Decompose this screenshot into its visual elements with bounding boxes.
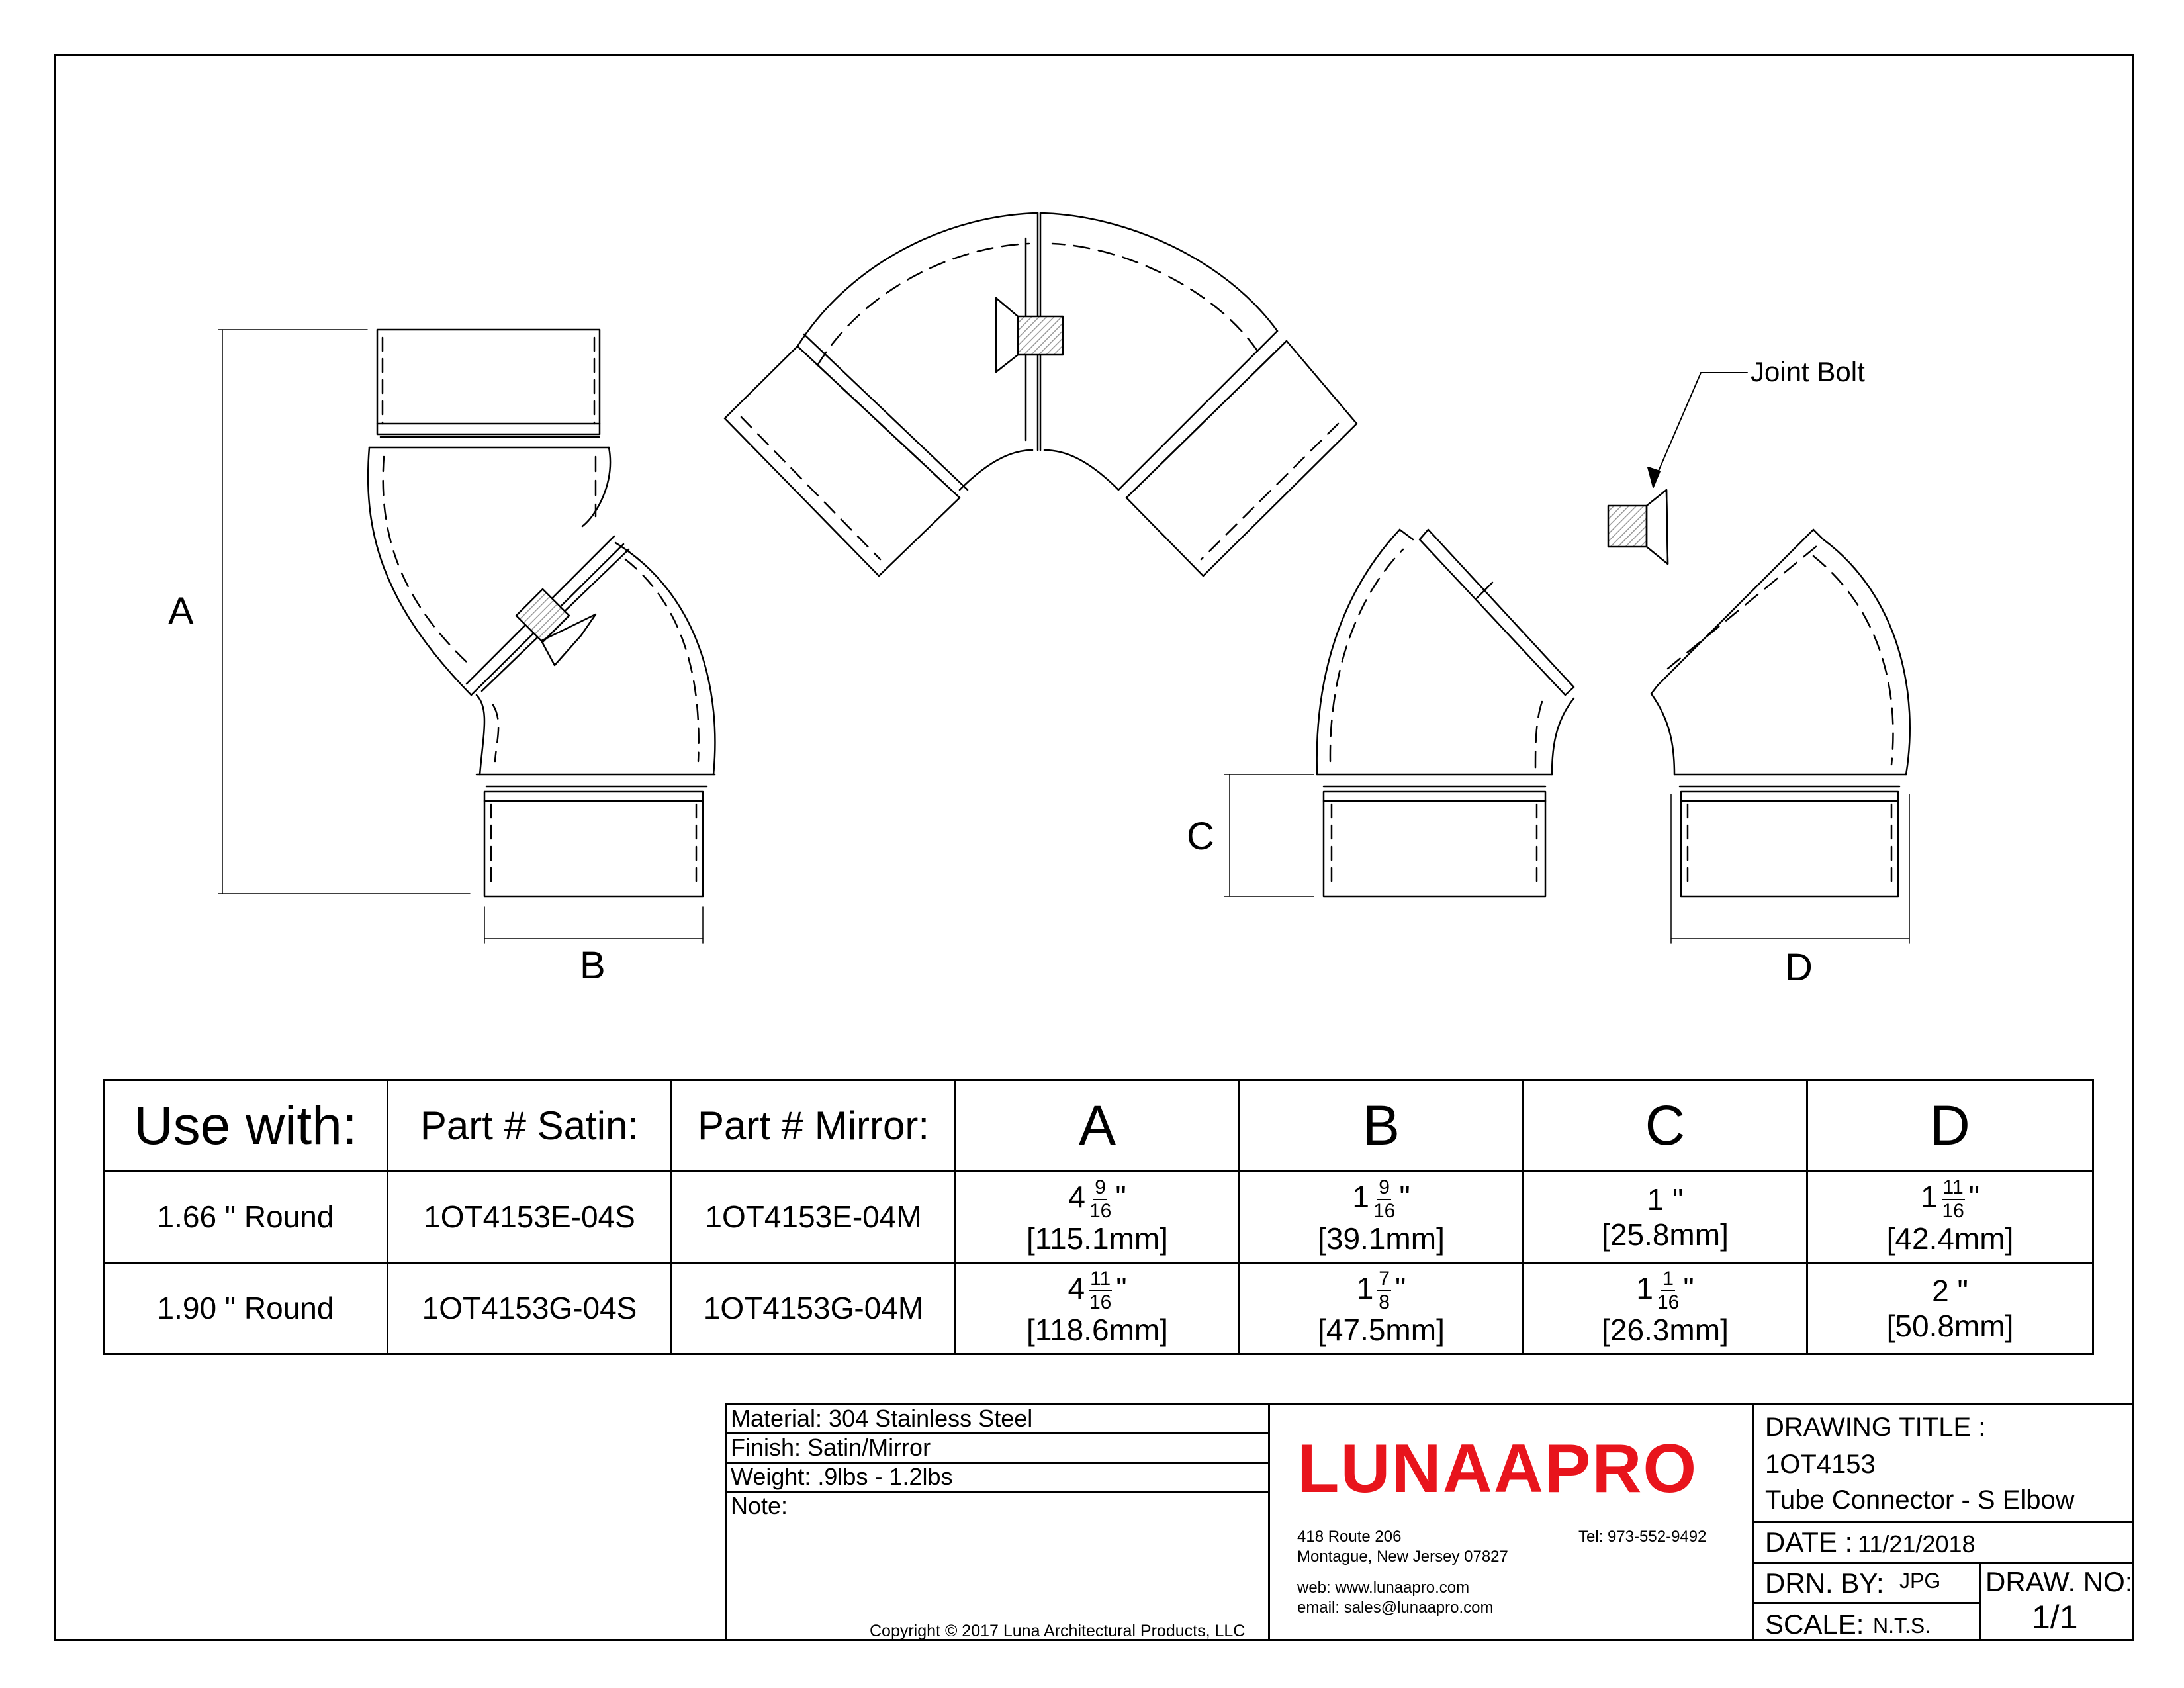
header-d: D	[1807, 1080, 2093, 1172]
dim-b-cell: 1 $\frac{7}{8}$ " [47.5mm]	[1240, 1263, 1524, 1354]
email: email: sales@lunaapro.com	[1297, 1599, 1494, 1617]
telephone: Tel: 973-552-9492	[1578, 1528, 1707, 1546]
draw-no-label: DRAW. NO:	[1985, 1566, 2133, 1597]
company-logo: LUNAAPRO	[1297, 1430, 1698, 1507]
table-row	[104, 1172, 2093, 1263]
part-mirror-cell: 1OT4153G-04M	[672, 1263, 956, 1354]
table-row	[104, 1263, 2093, 1354]
dim-label-d: D	[1785, 946, 1813, 989]
copyright-text: Copyright © 2017 Luna Architectural Products, LLC	[870, 1622, 1246, 1640]
header-use-with: Use with:	[104, 1080, 388, 1172]
dimension-b	[484, 907, 703, 943]
website: web: www.lunaapro.com	[1297, 1579, 1470, 1597]
dim-d-cell: 1 $\frac{11}{16}$ " [42.4mm]	[1807, 1172, 2093, 1263]
draw-no-value: 1/1	[2032, 1599, 2078, 1636]
top-elbow-view	[725, 213, 1357, 576]
use-with-cell: 1.66 " Round	[104, 1172, 388, 1263]
dim-label-a: A	[168, 590, 194, 633]
dim-b-cell: 1 $\frac{9}{16}$ " [39.1mm]	[1240, 1172, 1524, 1263]
drawn-by-value: JPG	[1899, 1569, 1941, 1593]
use-with-cell: 1.90 " Round	[104, 1263, 388, 1354]
header-b: B	[1240, 1080, 1524, 1172]
part-mirror-cell: 1OT4153E-04M	[672, 1172, 956, 1263]
scale-label: SCALE:	[1765, 1609, 1864, 1640]
dim-c-cell: 1 " [25.8mm]	[1524, 1172, 1807, 1263]
dim-label-b: B	[580, 944, 606, 987]
dimension-a	[218, 330, 470, 894]
dim-d-cell: 2 " [50.8mm]	[1807, 1263, 2093, 1354]
drawn-by-label: DRN. BY:	[1765, 1568, 1884, 1599]
header-part-satin: Part # Satin:	[388, 1080, 672, 1172]
note-label: Note:	[731, 1492, 788, 1519]
table-header-row	[104, 1080, 2093, 1172]
date-label: DATE :	[1765, 1526, 1853, 1558]
drawing-name: Tube Connector - S Elbow	[1765, 1485, 2075, 1515]
weight-text: Weight: .9lbs - 1.2lbs	[731, 1463, 953, 1490]
header-c: C	[1524, 1080, 1807, 1172]
half-elbow-view-c	[1317, 530, 1574, 896]
assembled-side-view	[368, 330, 715, 896]
half-elbow-view-d	[1651, 530, 1910, 896]
dim-a-cell: 4 $\frac{9}{16}$ " [115.1mm]	[956, 1172, 1240, 1263]
part-satin-cell: 1OT4153E-04S	[388, 1172, 672, 1263]
dimension-c	[1224, 774, 1314, 896]
dim-c-cell: 1 $\frac{1}{16}$ " [26.3mm]	[1524, 1263, 1807, 1354]
joint-bolt-label: Joint Bolt	[1751, 356, 1865, 387]
finish-text: Finish: Satin/Mirror	[731, 1434, 931, 1461]
dimension-d	[1671, 794, 1909, 943]
address-line-2: Montague, New Jersey 07827	[1297, 1548, 1508, 1566]
date-value: 11/21/2018	[1858, 1530, 1976, 1558]
dim-label-c: C	[1187, 815, 1214, 858]
drawing-number: 1OT4153	[1765, 1450, 1876, 1479]
header-a: A	[956, 1080, 1240, 1172]
header-part-mirror: Part # Mirror:	[672, 1080, 956, 1172]
spec-table	[103, 1079, 2094, 1355]
dim-a-cell: 4 $\frac{11}{16}$ " [118.6mm]	[956, 1263, 1240, 1354]
material-text: Material: 304 Stainless Steel	[731, 1405, 1033, 1432]
part-satin-cell: 1OT4153G-04S	[388, 1263, 672, 1354]
joint-bolt-leader	[1648, 373, 1747, 487]
drawing-title-label: DRAWING TITLE :	[1765, 1413, 1986, 1442]
address-line-1: 418 Route 206	[1297, 1528, 1402, 1546]
scale-value: N.T.S.	[1873, 1614, 1931, 1638]
joint-bolt-detail	[1608, 490, 1668, 564]
